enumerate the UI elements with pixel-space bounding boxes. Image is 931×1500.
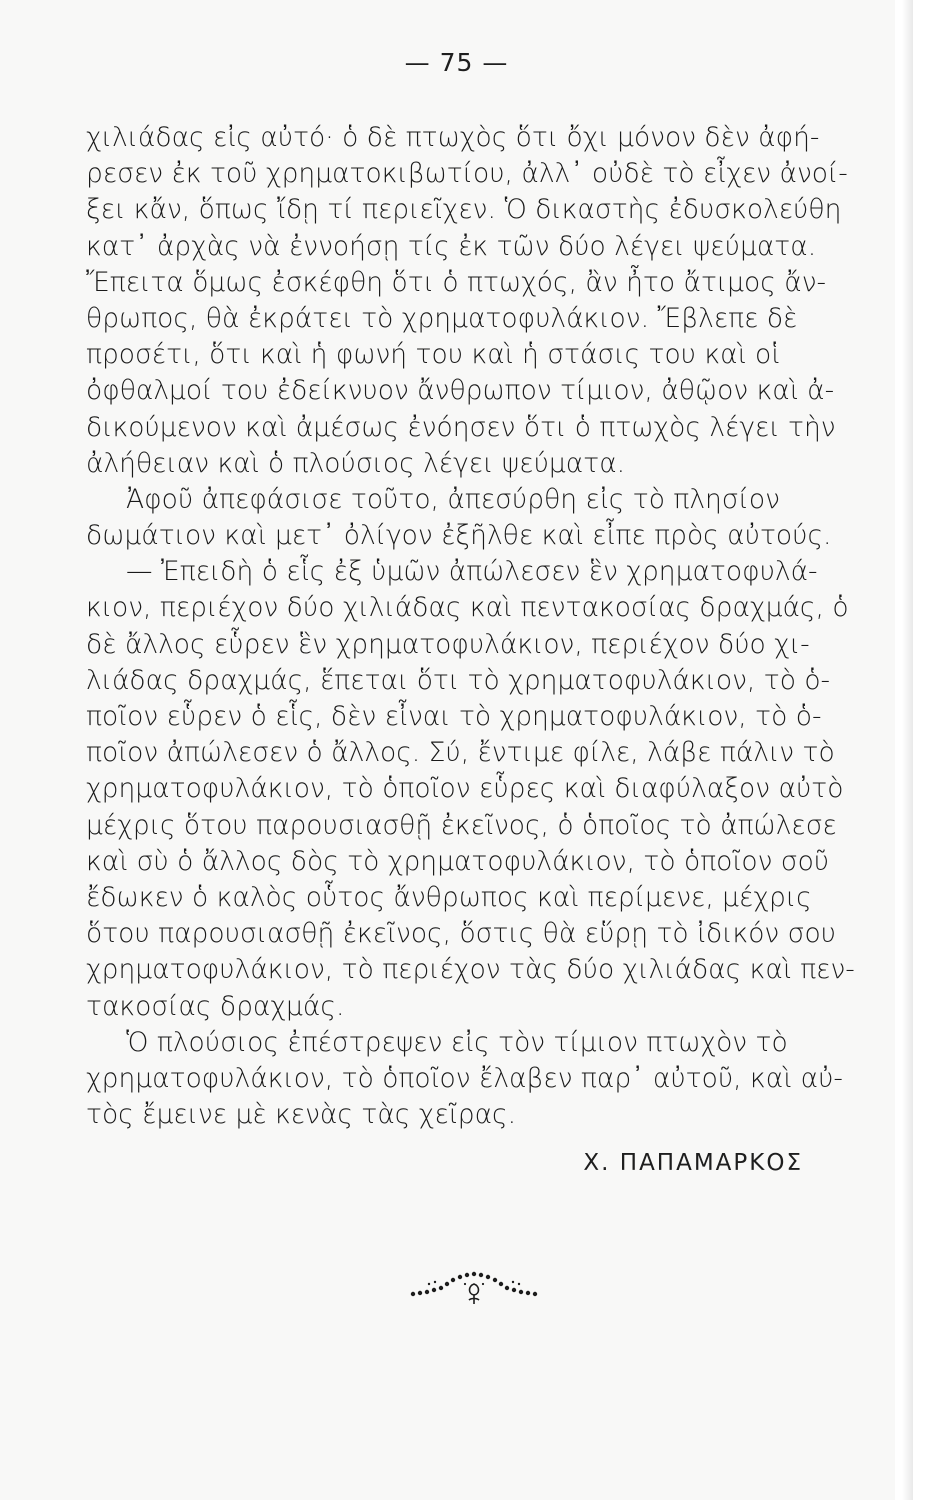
text-line: κατ᾽ ἀρχὰς νὰ ἐννοήσῃ τίς ἐκ τῶν δύο λέγει ψεύματα. — [86, 230, 817, 262]
text-line: χρηματοφυλάκιον, τὸ ὁποῖον ἔλαβεν παρ᾽ αὐτοῦ, καὶ αὐ- — [86, 1062, 843, 1094]
text-line: λιάδας δραχμάς, ἕπεται ὅτι τὸ χρηματοφυλάκιον, τὸ ὁ- — [86, 664, 831, 696]
text-line: κιον, περιέχον δύο χιλιάδας καὶ πεντακοσίας δραχμάς, ὁ — [86, 592, 849, 624]
body-text — [86, 120, 856, 1133]
text-line: ὀφθαλμοί του ἐδείκνυον ἄνθρωπον τίμιον, ἀθῷον καὶ ἀ- — [86, 375, 835, 407]
text-line: Ὁ πλούσιος ἐπέστρεψεν εἰς τὸν τίμιον πτωχὸν τὸ — [126, 1026, 788, 1058]
text-line: Ἔπειτα ὅμως ἐσκέφθη ὅτι ὁ πτωχός, ἂν ἦτο ἄτιμος ἄν- — [86, 266, 827, 298]
text-line: ποῖον εὗρεν ὁ εἷς, δὲν εἶναι τὸ χρηματοφυλάκιον, τὸ ὁ- — [86, 701, 822, 732]
text-line: ἔδωκεν ὁ καλὸς οὗτος ἄνθρωπος καὶ περίμενε, μέχρις — [86, 881, 812, 913]
text-line: ποῖον ἀπώλεσεν ὁ ἄλλος. Σύ, ἔντιμε φίλε, λάβε πάλιν τὸ — [86, 737, 835, 769]
text-line: τὸς ἔμεινε μὲ κενὰς τὰς χεῖρας. — [86, 1099, 517, 1131]
text-line: ὅτου παρουσιασθῇ ἐκεῖνος, ὅστις θὰ εὕρῃ τὸ ἰδικόν σου — [86, 918, 836, 950]
text-line: δωμάτιον καὶ μετ᾽ ὀλίγον ἐξῆλθε καὶ εἶπε πρὸς αὐτούς. — [86, 520, 832, 552]
text-line: ξει κἄν, ὅπως ἴδῃ τί περιεῖχεν. Ὁ δικαστὴς ἐδυσκολεύθη — [86, 194, 842, 226]
text-line: χιλιάδας εἰς αὐτό· ὁ δὲ πτωχὸς ὅτι ὄχι μόνον δὲν ἀφή- — [86, 122, 820, 153]
author-signature: Χ. ΠΑΠΑΜΑΡΚΟΣ — [583, 1150, 803, 1176]
text-line: δικούμενον καὶ ἀμέσως ἐνόησεν ὅτι ὁ πτωχὸς λέγει τὴν — [86, 411, 836, 443]
text-line: χρηματοφυλάκιον, τὸ ὁποῖον εὗρες καὶ διαφύλαξον αὐτὸ — [86, 773, 844, 805]
text-line: θρωπος, θὰ ἐκράτει τὸ χρηματοφυλάκιον. Ἔβλεπε δὲ — [86, 302, 798, 334]
page-edge — [895, 0, 913, 1500]
text-line: μέχρις ὅτου παρουσιασθῇ ἐκεῖνος, ὁ ὁποῖος τὸ ἀπώλεσε — [86, 809, 837, 841]
text-line: ρεσεν ἐκ τοῦ χρηματοκιβωτίου, ἀλλ᾽ οὐδὲ τὸ εἶχεν ἀνοί- — [86, 158, 848, 190]
text-line: καὶ σὺ ὁ ἄλλος δὸς τὸ χρηματοφυλάκιον, τὸ ὁποῖον σοῦ — [86, 845, 830, 877]
text-line: ἀλήθειαν καὶ ὁ πλούσιος λέγει ψεύματα. — [86, 447, 626, 479]
text-line: Ἀφοῦ ἀπεφάσισε τοῦτο, ἀπεσύρθη εἰς τὸ πλησίον — [126, 483, 780, 515]
text-line: δὲ ἄλλος εὗρεν ἓν χρηματοφυλάκιον, περιέχον δύο χι- — [86, 628, 810, 660]
page-number: — 75 — — [404, 48, 509, 77]
text-line: προσέτι, ὅτι καὶ ἡ φωνή του καὶ ἡ στάσις του καὶ οἱ — [86, 339, 781, 371]
text-line: τακοσίας δραχμάς. — [86, 990, 345, 1022]
dotted-fleuron-ornament-icon — [405, 1262, 545, 1312]
text-line: — Ἐπειδὴ ὁ εἷς ἐξ ὑμῶν ἀπώλεσεν ἓν χρηματοφυλά- — [126, 556, 818, 588]
text-line: χρηματοφυλάκιον, τὸ περιέχον τὰς δύο χιλιάδας καὶ πεν- — [86, 954, 855, 986]
